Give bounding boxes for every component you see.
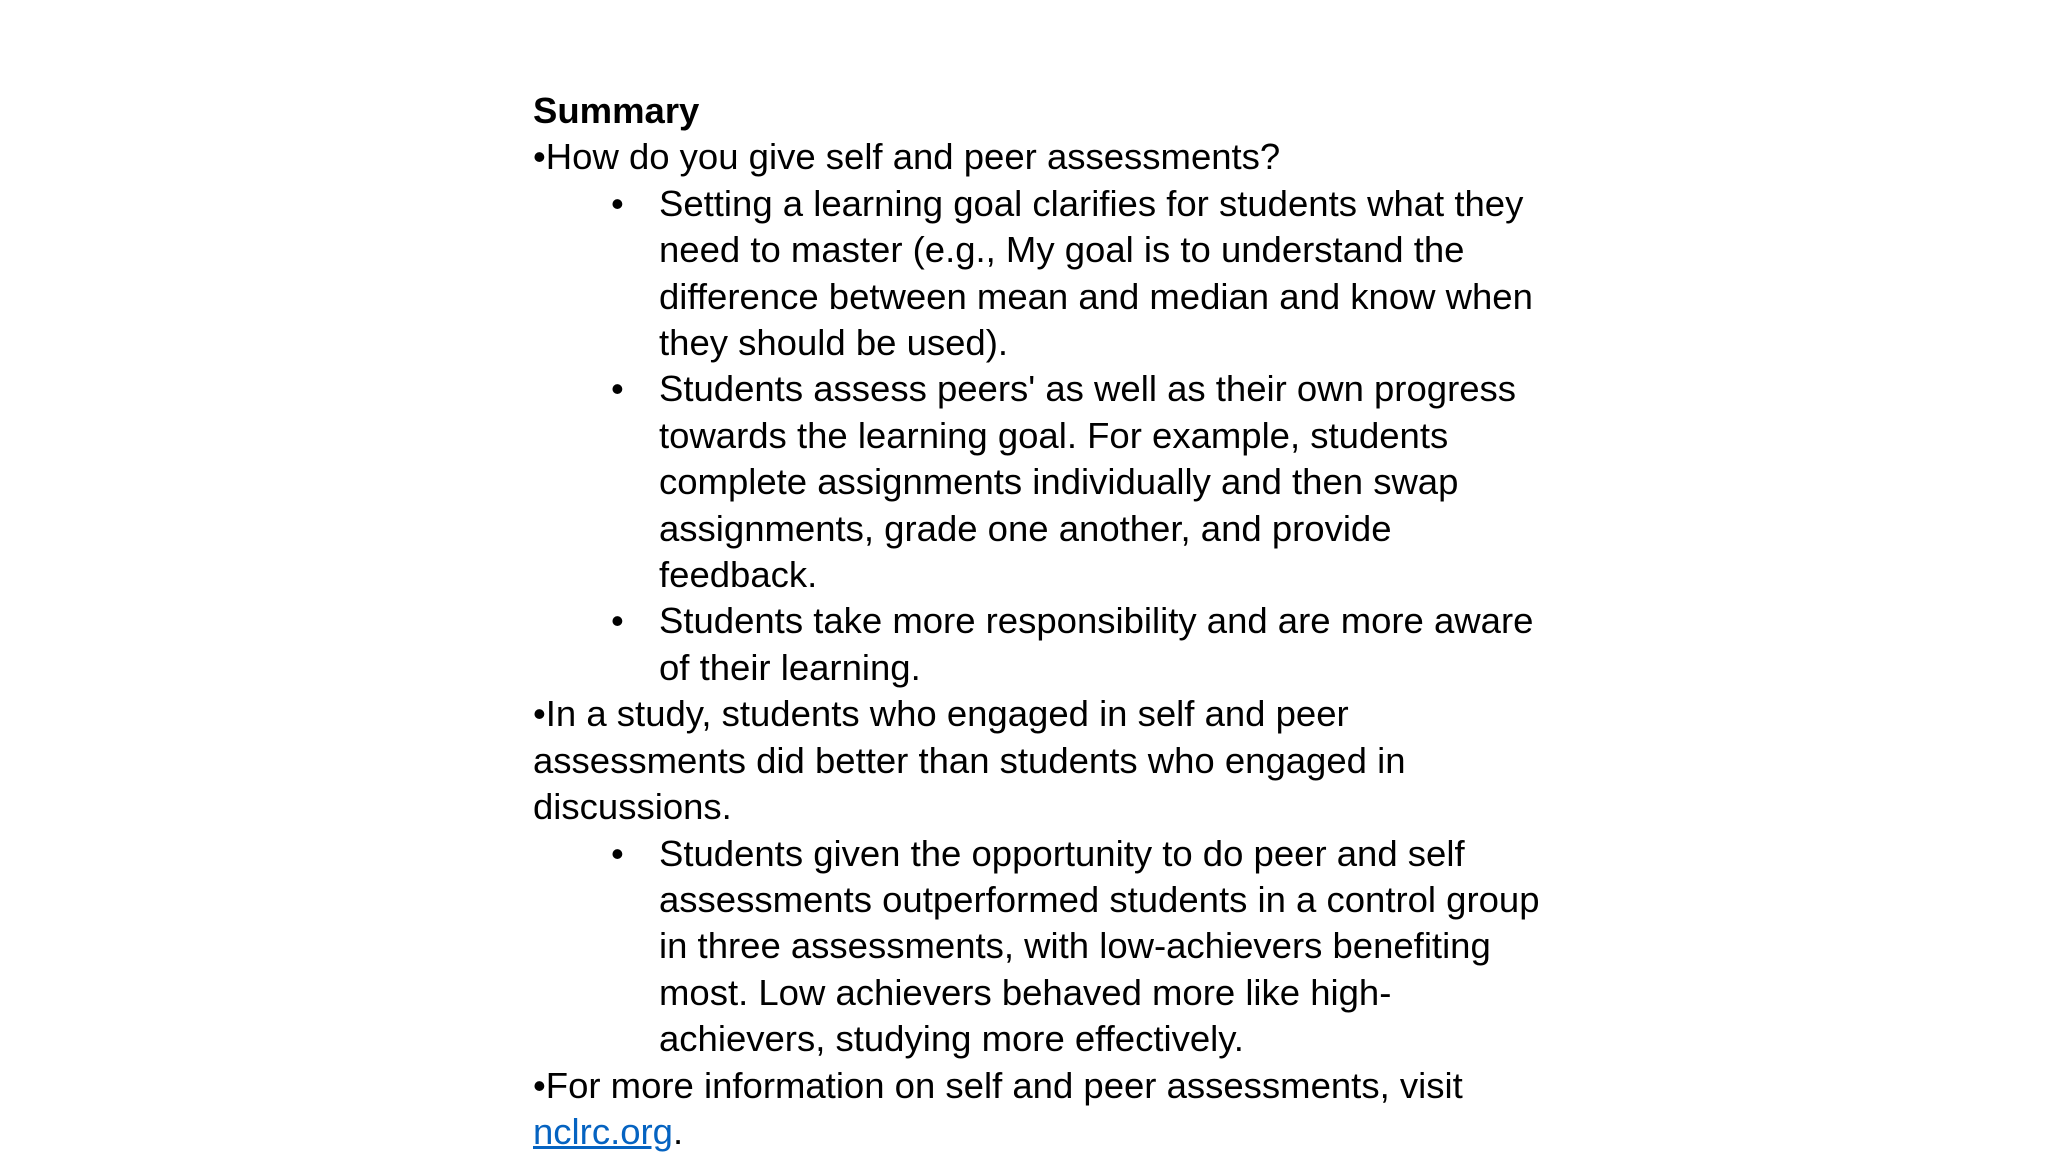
sub-bullet-marker: •: [611, 832, 624, 874]
bullet-item-1-text: How do you give self and peer assessments?: [545, 136, 1281, 178]
sub-bullet-text: Setting a learning goal clarifies for students what they need to master (e.g., My goal is to understand the difference between mean and median and know when they should be used).: [659, 182, 1533, 364]
sub-bullet-item: [533, 598, 1553, 691]
bullet-item-2-text: In a study, students who engaged in self and peer assessments did better than students who engaged in discussions.: [533, 693, 1406, 828]
bullet-item-3: [533, 1063, 1553, 1155]
trailing-period: .: [672, 1110, 684, 1152]
slide-content: [533, 88, 1553, 1155]
sub-bullet-marker: •: [611, 182, 624, 224]
sub-bullet-text: Students given the opportunity to do peer and self assessments outperformed students in a control group in three assessments, with low-achievers benefiting most. Low achievers behaved more like high-achievers, studying more effectively.: [659, 832, 1540, 1060]
sub-bullet-marker: •: [611, 368, 624, 410]
sub-bullet-item: [533, 831, 1553, 1063]
bullet-item-3-text: For more information on self and peer assessments, visit: [545, 1064, 1463, 1106]
sub-bullet-text: Students take more responsibility and are more aware of their learning.: [659, 600, 1534, 688]
bullet-marker: •: [533, 136, 546, 178]
sub-bullet-text: Students assess peers' as well as their own progress towards the learning goal. For example, students complete assignments individually and then swap assignments, grade one another, and provide feedback.: [659, 368, 1517, 596]
bullet-marker: •: [533, 1064, 546, 1106]
sub-bullet-marker: •: [611, 600, 624, 642]
bullet-marker: •: [533, 693, 546, 735]
sub-bullet-item: [533, 366, 1553, 598]
nclrc-link[interactable]: nclrc.org: [533, 1110, 673, 1152]
bullet-item-1: [533, 134, 1553, 180]
summary-title: Summary: [533, 90, 700, 131]
sub-bullet-item: [533, 181, 1553, 367]
bullet-item-2: [533, 691, 1553, 830]
